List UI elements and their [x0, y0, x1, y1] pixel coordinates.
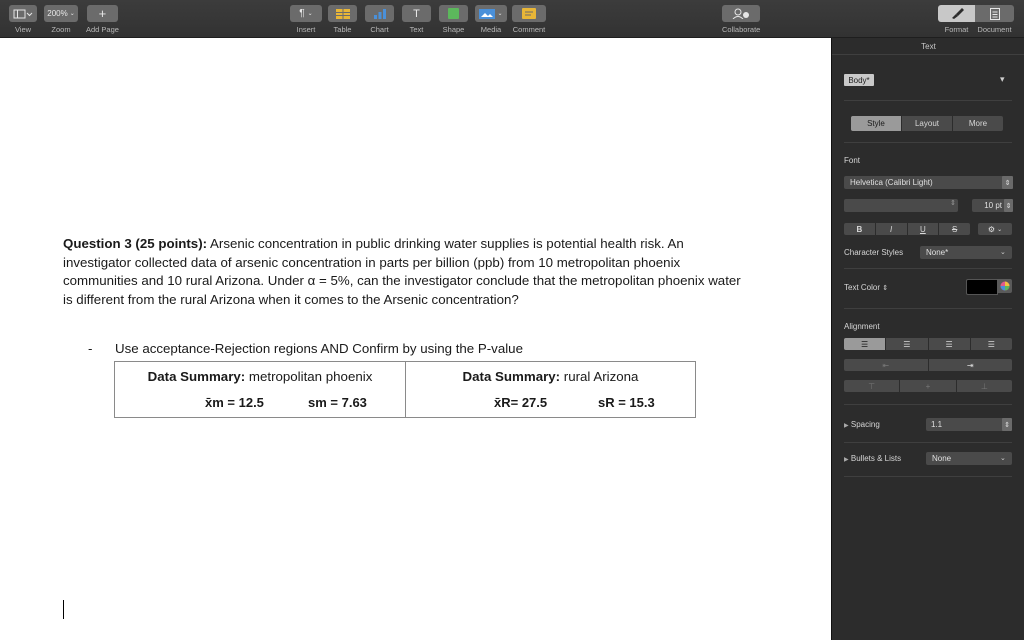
toolbar — [0, 0, 1024, 38]
indent-buttons — [844, 359, 1012, 371]
color-picker-button[interactable] — [997, 279, 1012, 293]
align-justify-icon[interactable]: ☰ — [987, 339, 995, 349]
alignment-label: Alignment — [844, 322, 880, 331]
alignment-buttons — [844, 338, 1012, 350]
zoom-value: 200% — [47, 9, 68, 18]
shape-label: Shape — [442, 25, 465, 34]
font-section-label: Font — [844, 156, 861, 165]
comment-button[interactable] — [512, 5, 546, 22]
increase-indent-icon[interactable]: ⇥ — [966, 360, 974, 370]
shape-icon — [448, 8, 459, 19]
comment-label: Comment — [512, 25, 546, 34]
font-size-stepper-icon[interactable]: ⇕ — [1004, 199, 1013, 212]
stepper-icon: ⇕ — [882, 285, 889, 292]
comment-control[interactable] — [512, 5, 546, 34]
table-control[interactable] — [328, 5, 357, 34]
font-family-value: Helvetica (Calibri Light) — [850, 178, 933, 187]
chart-label: Chart — [370, 25, 389, 34]
disclosure-triangle-icon: ▶ — [844, 423, 849, 429]
format-control[interactable] — [938, 5, 975, 34]
media-button[interactable] — [475, 5, 507, 22]
bullet-text[interactable]: Use acceptance-Rejection regions AND Confirm by using the P-value — [115, 341, 523, 356]
add-page-button[interactable] — [87, 5, 118, 22]
underline-button[interactable]: U — [908, 223, 940, 235]
italic-button[interactable]: I — [876, 223, 908, 235]
text-color-label[interactable] — [844, 283, 888, 292]
panel-divider — [844, 268, 1012, 269]
table-header-metropolitan — [115, 369, 405, 384]
table-button[interactable] — [328, 5, 357, 22]
metro-sd: sm = 7.63 — [308, 395, 367, 410]
chevron-down-icon: ⌄ — [69, 11, 75, 17]
character-styles-label: Character Styles — [844, 248, 904, 257]
spacing-value: 1.1 — [931, 420, 943, 429]
panel-divider — [844, 308, 1012, 309]
view-button[interactable] — [9, 5, 37, 22]
metro-mean: x̄m = 12.5 — [205, 395, 264, 410]
insert-control[interactable] — [290, 5, 322, 34]
view-control[interactable] — [9, 5, 37, 34]
bar-chart-icon — [373, 9, 387, 19]
zoom-control[interactable] — [44, 5, 78, 34]
chevron-down-icon: ⌄ — [307, 11, 313, 17]
chart-control[interactable] — [365, 5, 394, 34]
panel-divider — [844, 476, 1012, 477]
align-middle-icon[interactable]: + — [900, 380, 956, 392]
bullets-disclosure[interactable] — [844, 454, 901, 463]
spacing-field[interactable] — [926, 418, 1007, 431]
paintbrush-icon — [950, 8, 964, 19]
chevron-down-icon: ⌄ — [1000, 249, 1006, 256]
font-family-stepper-icon[interactable]: ⇕ — [1002, 176, 1013, 189]
tab-layout[interactable]: Layout — [902, 116, 953, 131]
table-cell-rural[interactable] — [406, 362, 695, 417]
paragraph-style-select[interactable]: Body* — [844, 74, 874, 86]
gear-icon: ⚙ — [987, 224, 996, 234]
format-panel — [831, 38, 1024, 640]
document-control[interactable] — [975, 5, 1014, 34]
format-label: Format — [944, 25, 969, 34]
text-cursor — [63, 600, 64, 619]
text-options-button[interactable] — [978, 223, 1012, 235]
plus-icon: + — [98, 6, 107, 21]
header-bold: Data Summary: — [147, 369, 246, 384]
insert-label: Insert — [296, 25, 316, 34]
character-styles-select[interactable] — [920, 246, 1012, 259]
rural-mean: x̄R= 27.5 — [494, 395, 548, 410]
table-icon — [336, 9, 350, 19]
format-button[interactable] — [938, 5, 975, 22]
align-bottom-icon[interactable]: ⊥ — [980, 381, 988, 391]
typeface-stepper-icon[interactable]: ⇕ — [950, 200, 956, 207]
align-left-icon[interactable]: ☰ — [844, 338, 886, 350]
add-page-control[interactable] — [86, 5, 119, 34]
decrease-indent-icon[interactable]: ⇤ — [844, 359, 929, 371]
add-page-label: Add Page — [86, 25, 119, 34]
chevron-down-icon: ⌄ — [997, 226, 1003, 233]
tab-more[interactable]: More — [968, 119, 988, 128]
media-label: Media — [480, 25, 502, 34]
text-label: Text — [409, 25, 424, 34]
font-size-value: 10 pt — [984, 201, 1002, 210]
rural-sd: sR = 15.3 — [598, 395, 655, 410]
text-box-icon: T — [413, 7, 420, 20]
paragraph-style-dropdown-icon[interactable]: ▾ — [1000, 74, 1005, 84]
insert-button[interactable] — [290, 5, 322, 22]
spacing-stepper-icon[interactable]: ⇕ — [1002, 418, 1012, 431]
question-body: Arsenic concentration in public drinking water supplies is potential health risk. An investigator collected data of arsenic concentration in parts per billion (ppb) from 10 metropolitan phoenix communities and 10 rural Arizona. Under α = 5%, can the investigator conclude that the metropolitan phoenix water is different from the rural Arizona when it comes to the Arsenic concentration? — [63, 236, 741, 307]
character-styles-value: None* — [926, 248, 949, 257]
text-color-label-text: Text Color — [844, 283, 881, 292]
disclosure-triangle-icon: ▶ — [844, 457, 849, 463]
font-family-select[interactable] — [844, 176, 1006, 189]
paragraph-icon: ¶ — [299, 8, 305, 19]
media-control[interactable] — [475, 5, 507, 34]
chart-button[interactable] — [365, 5, 394, 22]
color-wheel-icon — [1000, 281, 1010, 291]
strikethrough-button[interactable]: S — [951, 224, 958, 234]
table-cell-metropolitan[interactable] — [115, 362, 406, 417]
text-control[interactable] — [402, 5, 431, 34]
zoom-label: Zoom — [51, 25, 71, 34]
text-format-buttons — [844, 223, 970, 235]
document-canvas[interactable] — [0, 38, 831, 640]
zoom-select[interactable] — [44, 5, 78, 22]
collaborate-label: Collaborate — [722, 25, 761, 34]
question-paragraph[interactable] — [63, 235, 743, 309]
align-right-icon[interactable]: ☰ — [929, 338, 971, 350]
font-size-field[interactable] — [972, 199, 1006, 212]
view-label: View — [14, 25, 32, 34]
shape-button[interactable] — [439, 5, 468, 22]
tab-style[interactable]: Style — [851, 116, 902, 131]
table-header-rural — [406, 369, 695, 384]
panel-title: Text — [921, 42, 936, 51]
vertical-align-buttons — [844, 380, 1012, 392]
document-icon — [990, 8, 1000, 20]
style-tabs — [851, 116, 1003, 131]
spacing-disclosure[interactable] — [844, 420, 880, 429]
table-label: Table — [333, 25, 352, 34]
chevron-down-icon: ⌄ — [1000, 455, 1006, 462]
shape-control[interactable] — [439, 5, 468, 34]
collaborate-button[interactable] — [722, 5, 760, 22]
align-center-icon[interactable]: ☰ — [886, 338, 928, 350]
text-button[interactable] — [402, 5, 431, 22]
align-top-icon[interactable]: ⊤ — [844, 380, 900, 392]
collaborate-icon — [732, 8, 750, 19]
panel-divider — [844, 100, 1012, 101]
header-bold: Data Summary: — [462, 369, 561, 384]
sidebar-view-icon — [13, 9, 33, 19]
document-label: Document — [977, 25, 1012, 34]
font-typeface-select[interactable] — [844, 199, 958, 212]
panel-divider — [844, 142, 1012, 143]
bullets-value: None — [932, 454, 952, 463]
document-button[interactable] — [975, 5, 1014, 22]
collaborate-control[interactable] — [722, 5, 760, 34]
comment-icon — [522, 8, 536, 19]
bullets-label: Bullets & Lists — [850, 454, 902, 463]
text-color-well[interactable] — [966, 279, 998, 295]
spacing-label: Spacing — [850, 420, 880, 429]
data-summary-table[interactable] — [114, 361, 696, 418]
header-rest: metropolitan phoenix — [245, 369, 373, 384]
header-rest: rural Arizona — [560, 369, 639, 384]
bullet-marker: - — [88, 341, 93, 356]
chevron-down-icon: ⌄ — [497, 11, 503, 17]
panel-divider — [844, 404, 1012, 405]
panel-divider — [844, 442, 1012, 443]
panel-divider — [832, 54, 1024, 55]
bold-button[interactable]: B — [844, 223, 876, 235]
media-icon — [479, 9, 495, 19]
question-title: Question 3 (25 points): — [63, 236, 208, 251]
